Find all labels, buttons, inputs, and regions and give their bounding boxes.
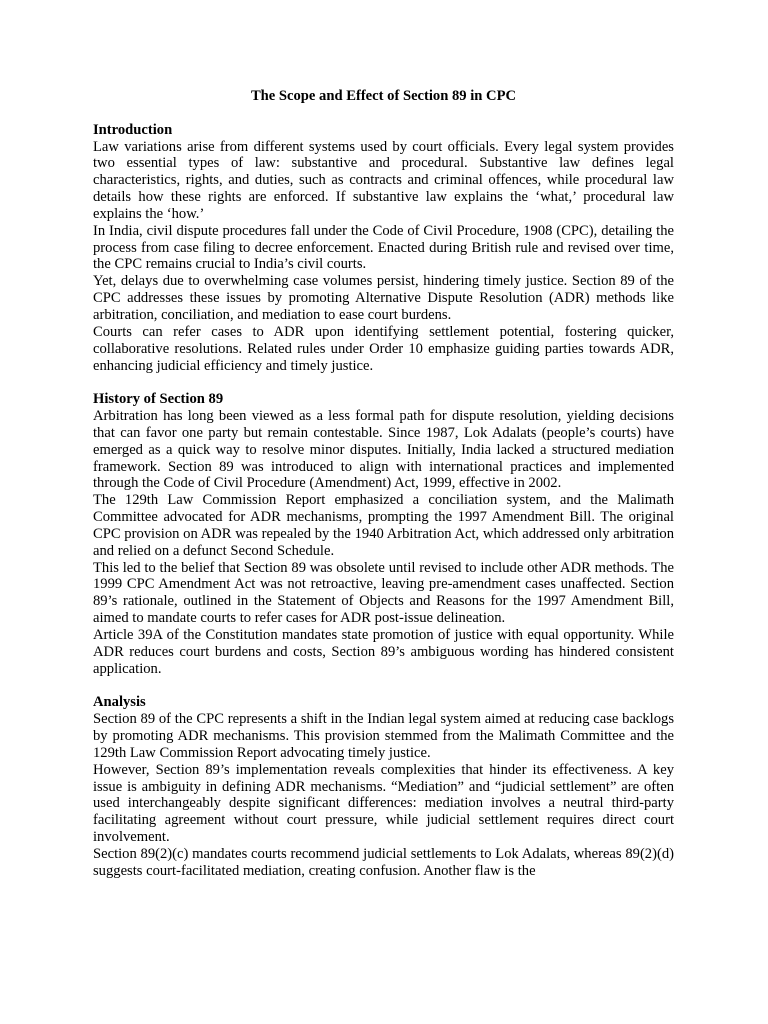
section-heading-history: History of Section 89	[93, 391, 224, 408]
section-history	[93, 391, 674, 677]
paragraph: Section 89(2)(c) mandates courts recommend judicial settlements to Lok Adalats, whereas 89(2)(d) suggests court-facilitated mediation, creating confusion. Another flaw is the	[93, 845, 674, 879]
paragraph: However, Section 89’s implementation reveals complexities that hinder its effectiveness. A key issue is ambiguity in defining ADR mechanisms. “Mediation” and “judicial settlement” are often used interchangeably despite significant differences: mediation involves a neutral third-party facilitating agreement without court pressure, while judicial settlement requires direct court involvement.	[93, 761, 674, 846]
section-heading-introduction: Introduction	[93, 121, 173, 138]
paragraph: Arbitration has long been viewed as a less formal path for dispute resolution, yielding decisions that can favor one party but remain contestable. Since 1987, Lok Adalats (people’s courts) have emerged as a quick way to resolve minor disputes. Initially, India lacked a structured mediation framework. Section 89 was introduced to align with international practices and implemented through the Code of Civil Procedure (Amendment) Act, 1999, effective in 2002.	[93, 408, 674, 492]
document-page	[93, 88, 674, 880]
paragraph: In India, civil dispute procedures fall under the Code of Civil Procedure, 1908 (CPC), detailing the process from case filing to decree enforcement. Enacted during British rule and revised over time, the CPC remains crucial to India’s civil courts.	[93, 222, 674, 273]
paragraph: Yet, delays due to overwhelming case volumes persist, hindering timely justice. Section 89 of the CPC addresses these issues by promoting Alternative Dispute Resolution (ADR) methods like arbitration, conciliation, and mediation to ease court burdens.	[93, 273, 674, 323]
paragraph: The 129th Law Commission Report emphasized a conciliation system, and the Malimath Committee advocated for ADR mechanisms, prompting the 1997 Amendment Bill. The original CPC provision on ADR was repealed by the 1940 Arbitration Act, which addressed only arbitration and relied on a defunct Second Schedule.	[93, 492, 674, 559]
document-title: The Scope and Effect of Section 89 in CPC	[250, 88, 517, 104]
section-heading-analysis: Analysis	[93, 694, 146, 711]
paragraph: Article 39A of the Constitution mandates state promotion of justice with equal opportunity. While ADR reduces court burdens and costs, Section 89’s ambiguous wording has hindered consistent application.	[93, 627, 674, 677]
paragraph: Courts can refer cases to ADR upon identifying settlement potential, fostering quicker, collaborative resolutions. Related rules under Order 10 emphasize guiding parties towards ADR, enhancing judicial efficiency and timely justice.	[93, 323, 674, 374]
paragraph: This led to the belief that Section 89 was obsolete until revised to include other ADR methods. The 1999 CPC Amendment Act was not retroactive, leaving pre-amendment cases unaffected. Section 89’s rationale, outlined in the Statement of Objects and Reasons for the 1997 Amendment Bill, aimed to mandate courts to refer cases for ADR post-issue delineation.	[93, 559, 674, 627]
section-introduction	[93, 122, 674, 375]
paragraph: Section 89 of the CPC represents a shift in the Indian legal system aimed at reducing case backlogs by promoting ADR mechanisms. This provision stemmed from the Malimath Committee and the 129th Law Commission Report advocating timely justice.	[93, 711, 674, 761]
section-analysis	[93, 694, 674, 879]
paragraph: Law variations arise from different systems used by court officials. Every legal system provides two essential types of law: substantive and procedural. Substantive law defines legal characteristics, rights, and duties, such as contracts and criminal offences, while procedural law details how these rights are enforced. If substantive law explains the ‘what,’ procedural law explains the ‘how.’	[93, 138, 674, 222]
